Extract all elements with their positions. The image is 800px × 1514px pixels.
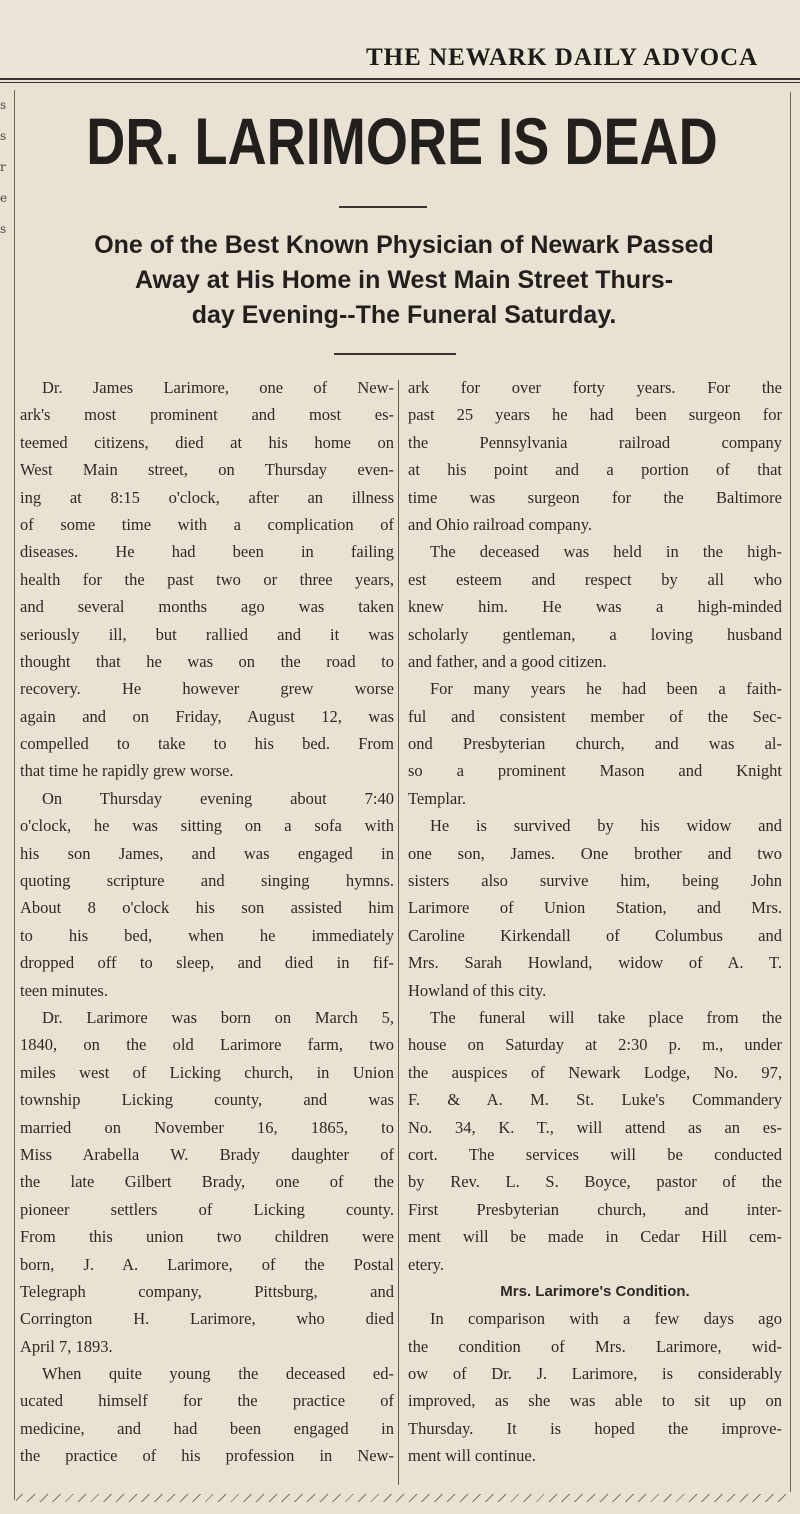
deck-line: day Evening--The Funeral Saturday. (191, 301, 617, 329)
article-line: the condition of Mrs. Larimore, wid- (408, 1336, 782, 1356)
article-line: at his point and a portion of that (408, 460, 782, 480)
article-line: Howland of this city. (408, 980, 547, 1000)
article-line: April 7, 1893. (20, 1336, 113, 1356)
article-line: dropped off to sleep, and died in fif- (20, 953, 394, 973)
article-line: of some time with a complication of (20, 514, 394, 534)
headline: DR. LARIMORE IS DEAD (86, 104, 718, 178)
article-line: etery. (408, 1254, 445, 1274)
article-line: ark for over forty years. For the (408, 378, 782, 397)
article-line: teen minutes. (20, 980, 108, 1000)
article-line: Miss Arabella W. Brady daughter of (20, 1144, 394, 1164)
article-line: again and on Friday, August 12, was (20, 706, 394, 726)
article-line: He is survived by his widow and (430, 816, 782, 836)
article-line: one son, James. One brother and two (408, 843, 782, 863)
article-line: Dr. Larimore was born on March 5, (42, 1007, 394, 1027)
article-line: About 8 o'clock his son assisted him (20, 898, 394, 918)
article-line: and father, and a good citizen. (408, 651, 607, 671)
article-line: sisters also survive him, being John (408, 871, 782, 891)
subheading: Mrs. Larimore's Condition. (500, 1282, 690, 1300)
adjacent-column-fragment (0, 90, 15, 1500)
deck-line: Away at His Home in West Main Street Thurs- (134, 266, 674, 294)
article-line: married on November 16, 1865, to (20, 1117, 394, 1137)
article-line: Telegraph company, Pittsburg, and (20, 1281, 394, 1301)
article-line: ment will be made in Cedar Hill cem- (408, 1227, 782, 1247)
article-line: Caroline Kirkendall of Columbus and (408, 925, 782, 945)
article-line: thought that he was on the road to (20, 651, 394, 671)
margin-fragment: s (0, 98, 7, 112)
article-line: ful and consistent member of the Sec- (408, 706, 782, 726)
article-line: the Pennsylvania railroad company (408, 432, 782, 452)
article-line: compelled to take to his bed. From (20, 734, 394, 754)
article-line: F. & A. M. St. Luke's Commandery (408, 1090, 782, 1110)
article-line: quoting scripture and singing hymns. (20, 871, 394, 891)
article-line: West Main street, on Thursday even- (20, 460, 394, 480)
margin-fragment: e (0, 191, 8, 205)
margin-fragment: s (0, 129, 7, 143)
article-line: recovery. He however grew worse (20, 679, 394, 699)
article-line: pioneer settlers of Licking county. (20, 1199, 394, 1219)
deck-line: One of the Best Known Physician of Newark Passed (94, 231, 714, 259)
article-line: and several months ago was taken (20, 597, 394, 617)
column-divider (398, 380, 399, 1485)
article-line: For many years he had been a faith- (430, 679, 782, 699)
article-line: that time he rapidly grew worse. (20, 761, 234, 781)
article-line: the practice of his profession in New- (20, 1446, 394, 1466)
article-line: Dr. James Larimore, one of New- (42, 378, 394, 397)
article-line: and Ohio railroad company. (408, 514, 593, 534)
margin-fragment: s (0, 222, 7, 236)
article-line: health for the past two or three years, (20, 569, 394, 589)
article-column-2 (408, 374, 782, 1489)
article-line: medicine, and had been engaged in (20, 1418, 394, 1438)
article-line: miles west of Licking church, in Union (20, 1062, 394, 1082)
bottom-wavy-rule (16, 1494, 790, 1502)
article-line: the auspices of Newark Lodge, No. 97, (408, 1062, 782, 1082)
article-line: o'clock, he was sitting on a sofa with (20, 816, 394, 836)
article-line: born, J. A. Larimore, of the Postal (20, 1254, 394, 1274)
article-line: ond Presbyterian church, and was al- (408, 734, 782, 754)
article-line: ucated himself for the practice of (20, 1391, 394, 1411)
right-column-border (790, 92, 791, 1492)
article-line: On Thursday evening about 7:40 (42, 788, 394, 808)
article-line: the late Gilbert Brady, one of the (20, 1172, 394, 1192)
article-line: est esteem and respect by all who (408, 569, 782, 589)
masthead-rule (0, 78, 800, 83)
deck-headline (18, 228, 790, 333)
margin-fragment: r (0, 160, 6, 174)
article-line: time was surgeon for the Baltimore (408, 487, 782, 507)
article-line: diseases. He had been in failing (20, 542, 394, 562)
headline-rule (339, 206, 427, 208)
article-line: knew him. He was a high-minded (408, 597, 782, 617)
article-line: cort. The services will be conducted (408, 1144, 782, 1164)
article-line: by Rev. L. S. Boyce, pastor of the (408, 1172, 782, 1192)
deck-rule (334, 353, 456, 355)
article-line: Corrington H. Larimore, who died (20, 1309, 394, 1329)
article-line: First Presbyterian church, and inter- (408, 1199, 782, 1219)
newspaper-title: THE NEWARK DAILY ADVOCA (366, 44, 759, 71)
article-line: From this union two children were (20, 1227, 394, 1247)
article-line: teemed citizens, died at his home on (20, 432, 394, 452)
article-line: Larimore of Union Station, and Mrs. (408, 898, 782, 918)
article-line: ow of Dr. J. Larimore, is considerably (408, 1364, 782, 1384)
article-line: so a prominent Mason and Knight (408, 761, 782, 781)
article-line: past 25 years he had been surgeon for (408, 405, 782, 425)
article-line: 1840, on the old Larimore farm, two (20, 1035, 394, 1055)
article-line: his son James, and was engaged in (20, 843, 394, 863)
article-column-1 (20, 374, 394, 1489)
article-line: When quite young the deceased ed- (42, 1364, 394, 1384)
masthead (0, 0, 800, 78)
article-line: The funeral will take place from the (430, 1007, 782, 1027)
article-line: Thursday. It is hoped the improve- (408, 1418, 782, 1438)
article-line: ing at 8:15 o'clock, after an illness (20, 487, 394, 507)
article-line: seriously ill, but rallied and it was (20, 624, 394, 644)
article-line: ark's most prominent and most es- (20, 405, 394, 425)
article-line: ment will continue. (408, 1446, 536, 1466)
article-line: In comparison with a few days ago (430, 1309, 782, 1329)
article-line: township Licking county, and was (20, 1090, 394, 1110)
article-line: to his bed, when he immediately (20, 925, 394, 945)
article-line: The deceased was held in the high- (430, 542, 782, 562)
article-line: No. 34, K. T., will attend as an es- (408, 1117, 782, 1137)
article-line: house on Saturday at 2:30 p. m., under (408, 1035, 782, 1055)
article-line: improved, as she was able to sit up on (408, 1391, 782, 1411)
article-line: Templar. (408, 788, 466, 808)
article-line: scholarly gentleman, a loving husband (408, 624, 782, 644)
article-line: Mrs. Sarah Howland, widow of A. T. (408, 953, 782, 973)
